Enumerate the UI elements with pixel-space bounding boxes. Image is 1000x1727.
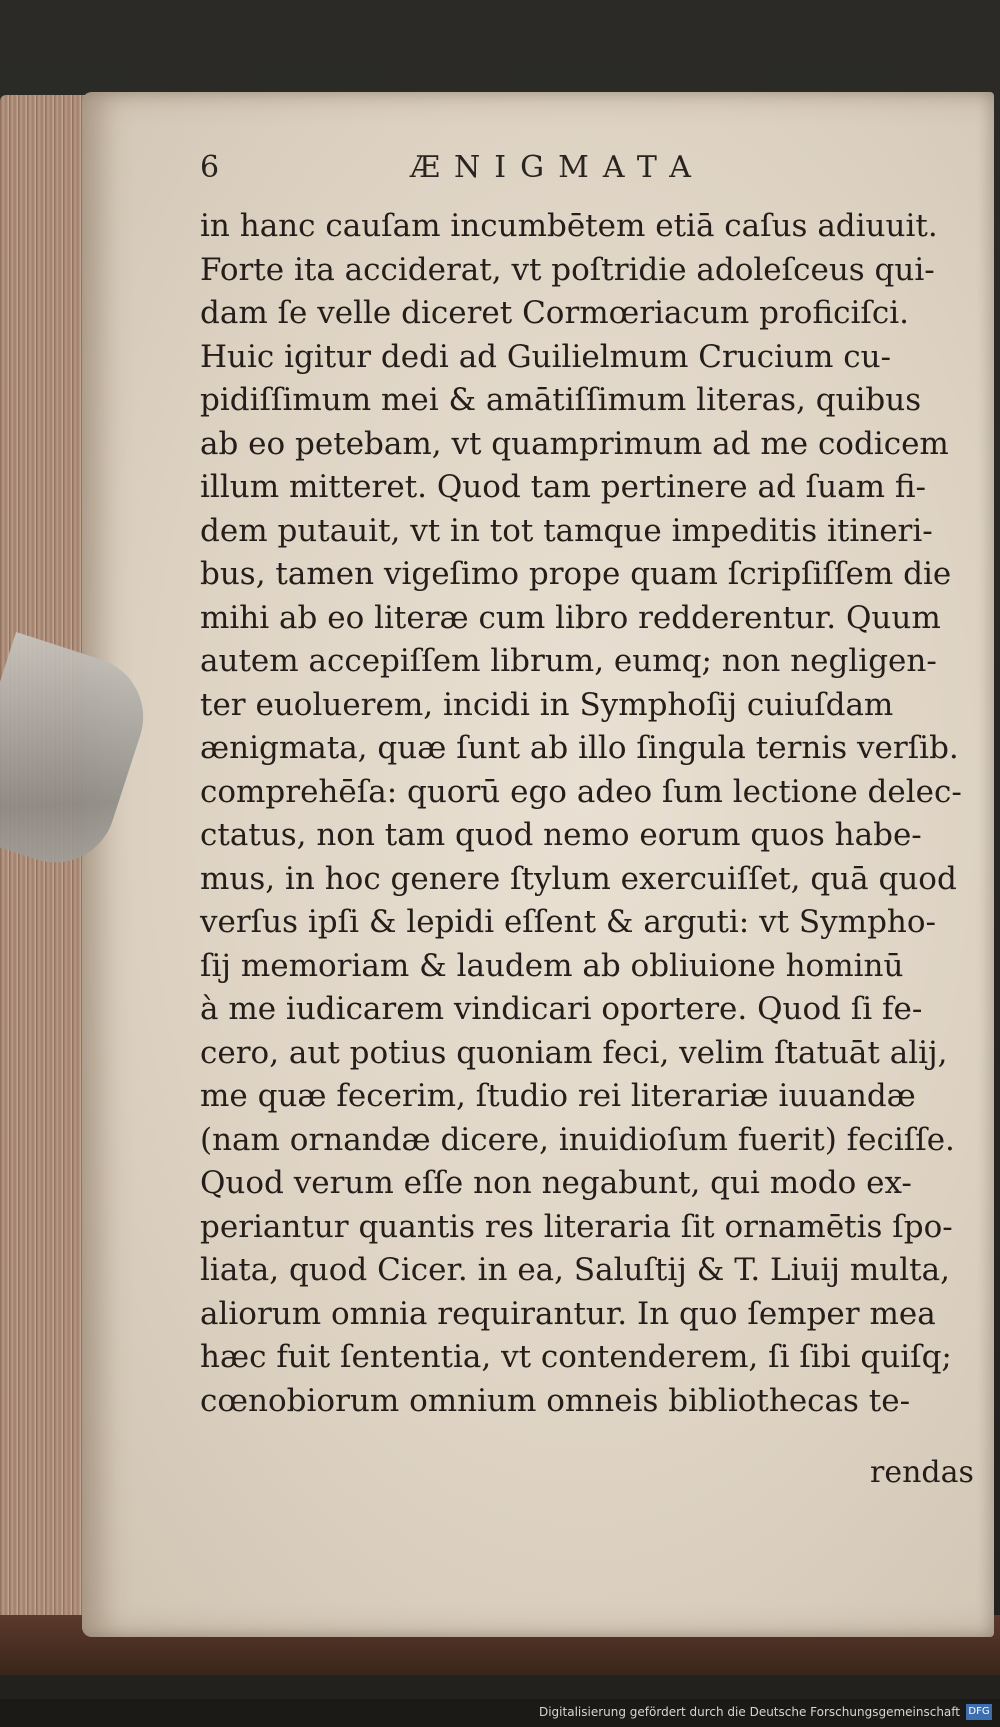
text-line: pidiſſimum mei & amātiſſimum literas, quibus bbox=[200, 382, 922, 418]
text-line: cœnobiorum omnium omneis bibliothecas te- bbox=[200, 1382, 911, 1419]
text-line: liata, quod Cicer. in ea, Saluſtij & T. Liuij multa, bbox=[200, 1252, 950, 1288]
text-line: illum mitteret. Quod tam pertinere ad ſuam fi- bbox=[200, 469, 927, 505]
text-line: mus, in hoc genere ſtylum exercuiſſet, quā quod bbox=[200, 860, 957, 897]
text-line: mihi ab eo literæ cum libro redderentur. Quum bbox=[200, 599, 941, 636]
text-line: dam ſe velle diceret Cormœriacum proficiſci. bbox=[200, 295, 910, 331]
text-line: ſij memoriam & laudem ab obliuione hominū bbox=[200, 947, 904, 984]
text-line: Quod verum eſſe non negabunt, qui modo ex- bbox=[200, 1165, 912, 1201]
text-line: Forte ita acciderat, vt poſtridie adoleſceus qui- bbox=[200, 251, 935, 288]
footer-bar bbox=[0, 1699, 1000, 1727]
text-line: dem putauit, vt in tot tamque impeditis itineri- bbox=[200, 512, 933, 549]
text-line: ab eo petebam, vt quamprimum ad me codicem bbox=[200, 425, 949, 462]
text-line: autem accepiſſem librum, eumq; non negligen- bbox=[200, 643, 937, 679]
text-line: me quæ fecerim, ſtudio rei literariæ iuuandæ bbox=[200, 1078, 916, 1114]
text-line: cero, aut potius quoniam feci, velim ſtatuāt alij, bbox=[200, 1034, 948, 1071]
page-number: 6 bbox=[200, 150, 220, 185]
text-line: Huic igitur dedi ad Guilielmum Crucium cu- bbox=[200, 338, 892, 375]
text-line: verſus ipſi & lepidi eſſent & arguti: vt Sympho- bbox=[200, 904, 937, 940]
text-line: à me iudicarem vindicari oportere. Quod ſi fe- bbox=[200, 991, 923, 1027]
text-line: (nam ornandæ dicere, inuidioſum fuerit) feciſſe. bbox=[200, 1121, 955, 1158]
dfg-logo: DFG bbox=[966, 1704, 992, 1720]
text-line: aliorum omnia requirantur. In quo ſemper mea bbox=[200, 1295, 936, 1332]
text-line: periantur quantis res literaria ſit ornamētis ſpo- bbox=[200, 1208, 953, 1245]
text-line: ænigmata, quæ ſunt ab illo ſingula ternis verſib. bbox=[200, 730, 959, 766]
text-line: hæc fuit ſententia, vt contenderem, ſi ſibi quiſq; bbox=[200, 1339, 952, 1375]
text-line: in hanc cauſam incumbētem etiā caſus adiuuit. bbox=[200, 208, 938, 244]
running-title: ÆNIGMATA bbox=[410, 150, 705, 185]
running-header bbox=[200, 150, 760, 190]
text-line: comprehēſa: quorū ego adeo ſum lectione delec- bbox=[200, 773, 962, 810]
footer-credit: Digitalisierung gefördert durch die Deutsche Forschungsgemeinschaft bbox=[538, 1705, 960, 1719]
body-text bbox=[200, 205, 960, 1423]
text-line: ctatus, non tam quod nemo eorum quos habe- bbox=[200, 817, 922, 853]
text-line: ter euoluerem, incidi in Symphoſij cuiuſdam bbox=[200, 686, 894, 723]
text-line: bus, tamen vigeſimo prope quam ſcripſiſſem die bbox=[200, 556, 952, 592]
catchword: rendas bbox=[870, 1455, 974, 1490]
